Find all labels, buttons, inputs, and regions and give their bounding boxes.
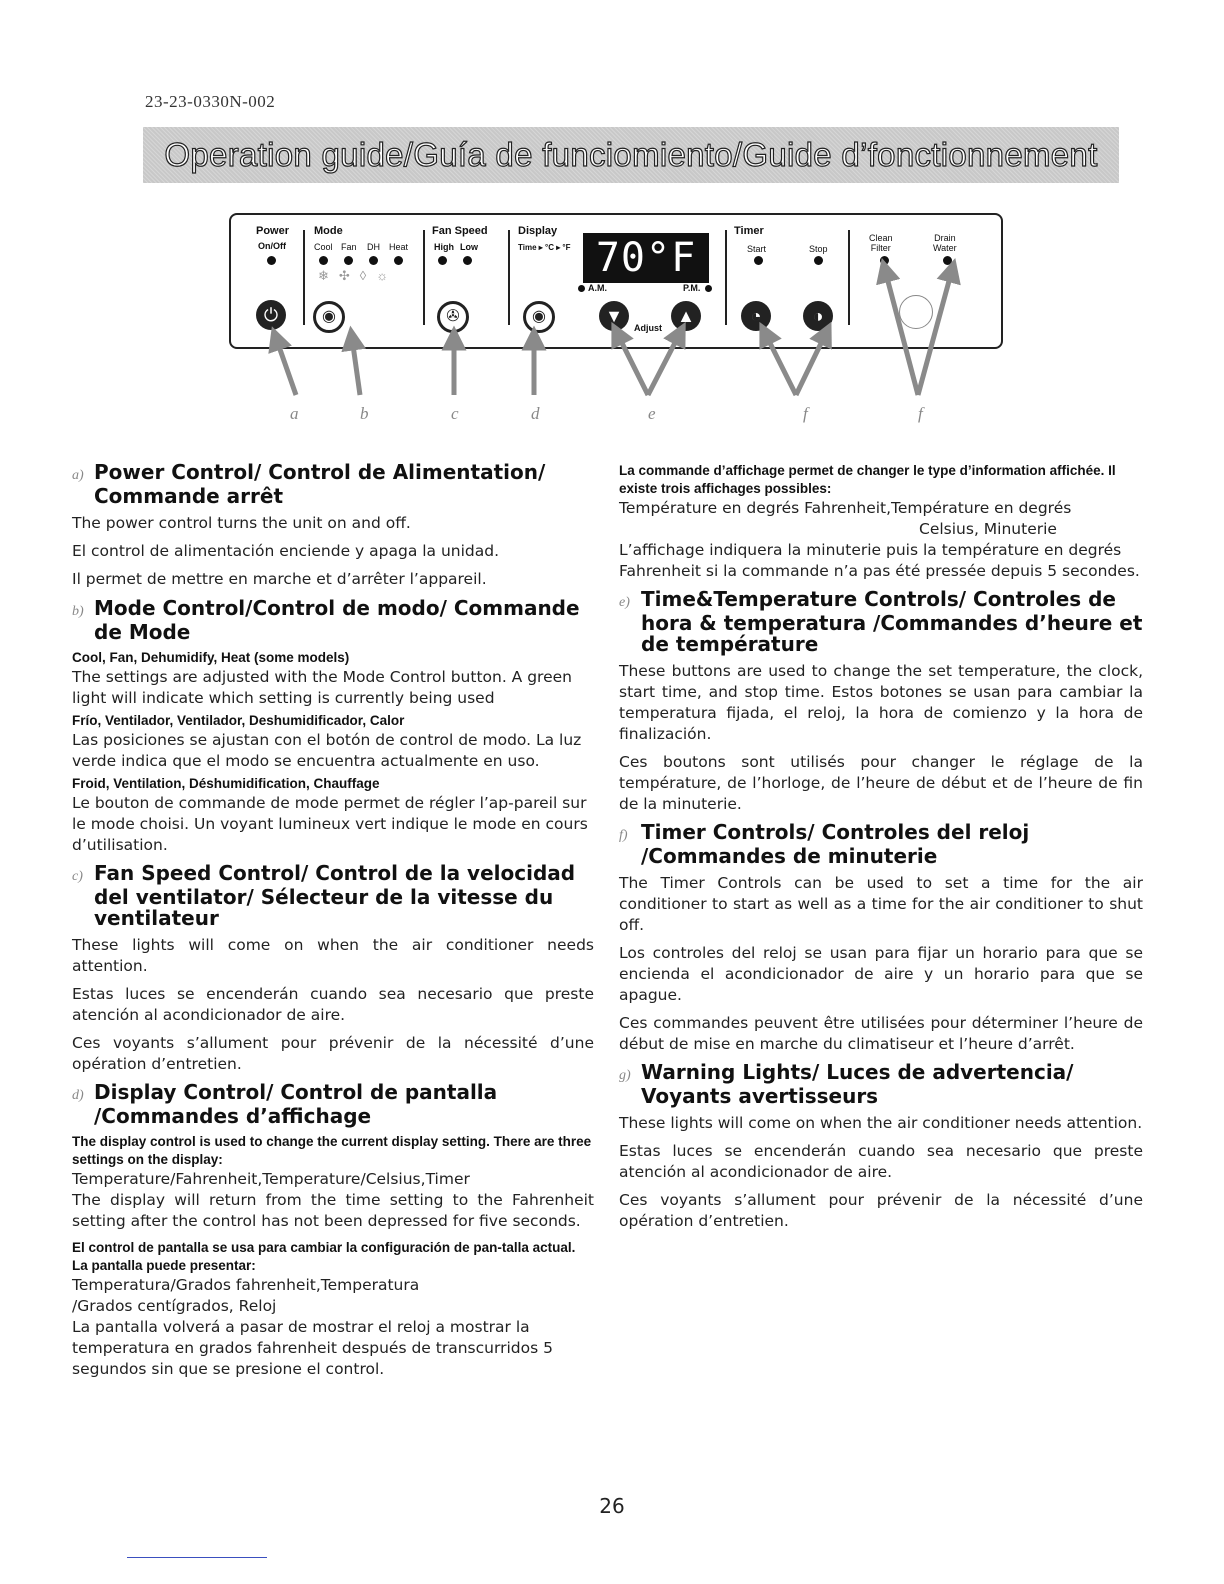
section-d-es-sub: El control de pantalla se usa para cambiar la configuración de pan-talla actual. La pantalla puede presentar: [72, 1240, 576, 1273]
section-d-fr-sub: La commande d’affichage permet de changer le type d’information affichée. Il existe trois affichages possibles: [619, 463, 1116, 496]
section-d-fr-list-2: Celsius, Minuterie [919, 520, 1057, 538]
section-b-en: The settings are adjusted with the Mode Control button. A green light will indicate which setting is currently being used [72, 668, 572, 707]
section-a-heading: a) Power Control/ Control de Alimentation/ Commande arrêt [72, 460, 546, 508]
mode-cool-light [319, 256, 328, 265]
callout-letter-f-second: f [918, 404, 923, 423]
section-d-heading: d) Display Control/ Control de pantalla /Commandes d’affichage [72, 1080, 498, 1128]
separator [725, 230, 727, 325]
title-banner [143, 127, 1119, 183]
section-b-heading: b) Mode Control/Control de modo/ Commande de Mode [72, 596, 580, 644]
section-e-heading: e) Time&Temperature Controls/ Controles de hora & temperatura /Commandes d’heure et de température [619, 587, 1143, 656]
timer-start-button[interactable]: ◔ [741, 301, 771, 331]
document-number: 23-23-0330N-002 [145, 92, 276, 111]
clean-filter-label: Clean Filter [869, 233, 893, 253]
section-f-heading: f) Timer Controls/ Controles del reloj /Commandes de minuterie [619, 820, 1030, 868]
separator [848, 230, 850, 325]
section-d-es-list-1: Temperatura/Grados fahrenheit,Temperatura [72, 1276, 420, 1294]
timer-stop-label: Stop [809, 244, 828, 254]
separator [303, 230, 305, 325]
callout-letter-f: f [803, 404, 808, 423]
am-label: A.M. [588, 283, 607, 293]
section-b-es: Las posiciones se ajustan con el botón de control de modo. La luz verde indica que el modo se encuentra actualmente en uso. [72, 731, 582, 770]
timer-stop-button[interactable]: ◑ [803, 301, 833, 331]
adjust-label: Adjust [634, 323, 662, 333]
mode-option-dh: DH [367, 242, 380, 252]
pm-light [705, 285, 712, 292]
section-b-en-sub: Cool, Fan, Dehumidify, Heat (some models) [72, 650, 350, 665]
separator [508, 230, 510, 325]
timer-start-light [754, 256, 763, 265]
section-f-es: Los controles del reloj se usan para fijar un horario para que se encienda el acondicionador de aire y un horario para que se apague. [619, 944, 1143, 1004]
mode-option-heat: Heat [389, 242, 409, 252]
am-light [578, 285, 585, 292]
display-sub-label: Time ▸ °C ▸ °F [518, 243, 571, 252]
clean-filter-light [880, 256, 889, 265]
power-sub-label: On/Off [258, 241, 286, 251]
section-d-es: La pantalla volverá a pasar de mostrar el reloj a mostrar la temperatura en grados fahrenheit después de transcurridos 5 segundos sin que se presione el control. [72, 1318, 553, 1378]
temperature-readout: 70°F [583, 233, 709, 283]
power-label: Power [256, 225, 290, 237]
section-b-es-sub: Frío, Ventilador, Ventilador, Deshumidificador, Calor [72, 713, 405, 728]
section-g-en: These lights will come on when the air conditioner needs attention. [619, 1114, 1143, 1132]
section-c-fr: Ces voyants s’allument pour prévenir de la nécessité d’une opération d’entretien. [72, 1034, 594, 1073]
callout-letter-b: b [360, 404, 369, 423]
display-label: Display [518, 225, 558, 237]
timer-start-label: Start [747, 244, 767, 254]
section-b-fr-sub: Froid, Ventilation, Déshumidification, Chauffage [72, 776, 380, 791]
warning-light-circle [899, 295, 933, 329]
fan-speed-button[interactable]: ✇ [437, 301, 469, 333]
callout-letter-c: c [451, 404, 459, 423]
mode-button[interactable]: ◉ [313, 301, 345, 333]
section-e-fr: Ces boutons sont utilisés pour changer le réglage de la température, de l’horloge, de l’heure de début et de l’heure de fin de la minuterie. [619, 753, 1143, 813]
mode-fan-light [344, 256, 353, 265]
footer-line [127, 1557, 267, 1558]
left-column [72, 462, 594, 1387]
right-column [619, 462, 1143, 1239]
drain-water-label: Drain Water [933, 233, 957, 253]
pm-label: P.M. [683, 283, 701, 293]
mode-icons: ❄✣◊☼ [318, 268, 399, 283]
power-button[interactable]: ⏻ [256, 300, 286, 330]
section-f-en: The Timer Controls can be used to set a time for the air conditioner to start as well as a time for the air conditioner to shut off. [619, 874, 1143, 934]
separator [423, 230, 425, 325]
fan-speed-low: Low [460, 242, 478, 252]
section-d-fr-list-1: Température en degrés Fahrenheit,Température en degrés [619, 499, 1072, 517]
fan-high-light [438, 256, 447, 265]
section-d-es-list-2: /Grados centígrados, Reloj [72, 1297, 277, 1315]
drain-water-light [943, 256, 952, 265]
display-button[interactable]: ◉ [523, 301, 555, 333]
mode-label: Mode [314, 225, 343, 237]
mode-option-cool: Cool [314, 242, 333, 252]
section-f-fr: Ces commandes peuvent être utilisées pour déterminer l’heure de début de mise en marche du climatiseur et l’heure d’arrêt. [619, 1014, 1143, 1053]
fan-speed-label: Fan Speed [432, 225, 488, 237]
section-a-fr: Il permet de mettre en marche et d’arrêter l’appareil. [72, 570, 487, 588]
section-g-heading: g) Warning Lights/ Luces de advertencia/ Voyants avertisseurs [619, 1060, 1074, 1108]
timer-label: Timer [734, 225, 764, 237]
power-indicator-light [267, 256, 276, 265]
section-d-en-list: Temperature/Fahrenheit,Temperature/Celsius,Timer [72, 1170, 470, 1188]
section-g-es: Estas luces se encenderán cuando sea necesario que preste atención al acondicionador de aire. [619, 1142, 1143, 1181]
timer-stop-light [814, 256, 823, 265]
section-a-es: El control de alimentación enciende y apaga la unidad. [72, 542, 500, 560]
section-c-es: Estas luces se encenderán cuando sea necesario que preste atención al acondicionador de aire. [72, 985, 594, 1024]
page-number: 26 [599, 1494, 625, 1518]
adjust-up-button[interactable]: ▲ [671, 301, 701, 331]
callout-letter-d: d [531, 404, 540, 423]
mode-option-fan: Fan [341, 242, 357, 252]
mode-heat-light [394, 256, 403, 265]
fan-low-light [463, 256, 472, 265]
section-c-heading: c) Fan Speed Control/ Control de la velocidad del ventilator/ Sélecteur de la vitesse du ventilateur [72, 861, 576, 930]
callout-letter-e: e [648, 404, 656, 423]
fan-speed-high: High [434, 242, 454, 252]
section-b-fr: Le bouton de commande de mode permet de régler l’ap-pareil sur le mode choisi. Un voyant lumineux vert indique le mode en cours d’utilisation. [72, 794, 588, 854]
section-d-en: The display will return from the time setting to the Fahrenheit setting after the control has not been depressed for five seconds. [72, 1191, 594, 1230]
mode-dh-light [369, 256, 378, 265]
page-title: Operation guide/Guía de funciomiento/Guide d’fonctionnement [164, 136, 1098, 173]
section-c-en: These lights will come on when the air conditioner needs attention. [72, 936, 594, 975]
section-a-en: The power control turns the unit on and off. [72, 514, 411, 532]
callout-letter-a: a [290, 404, 299, 423]
control-panel-diagram [229, 213, 1003, 349]
adjust-down-button[interactable]: ▼ [599, 301, 629, 331]
section-e-en: These buttons are used to change the set temperature, the clock, start time, and stop time. Estos botones se usan para cambiar la temperatura fijada, el reloj, la hora de comienzo y la hora de finalización. [619, 662, 1143, 743]
section-d-fr: L’affichage indiquera la minuterie puis la température en degrés Fahrenheit si la commande n’a pas été pressée depuis 5 secondes. [619, 541, 1140, 580]
section-d-en-sub: The display control is used to change the current display setting. There are three settings on the display: [72, 1134, 592, 1167]
section-g-fr: Ces voyants s’allument pour prévenir de la nécessité d’une opération d’entretien. [619, 1191, 1143, 1230]
